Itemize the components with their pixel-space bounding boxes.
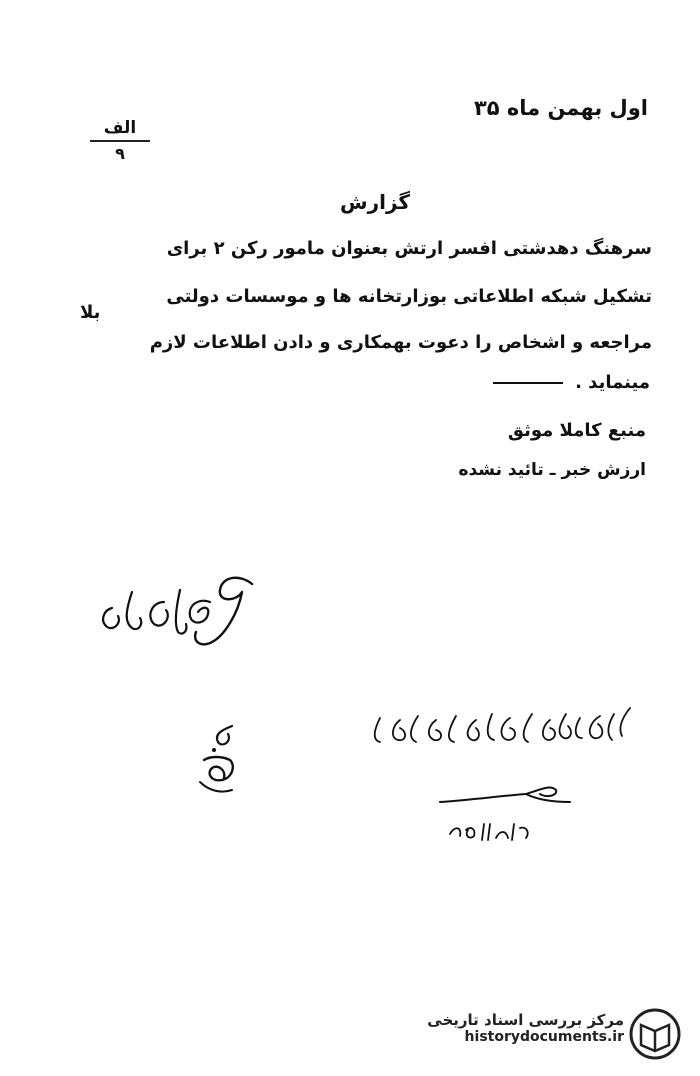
- archive-watermark: [386, 1005, 686, 1063]
- body-line-3: مراجعه و اشخاص را دعوت بهمکاری و دادن اطلاعات لازم: [149, 332, 652, 353]
- body-line-1: سرهنگ دهدشتی افسر ارتش بعنوان مامور رکن ۲ برای: [166, 238, 652, 259]
- handwritten-bottom-note: [360, 694, 640, 754]
- value-line: ارزش خبر ـ تائید نشده: [458, 460, 646, 480]
- reference-top: الف: [103, 118, 137, 138]
- book-logo-icon: [628, 1007, 682, 1061]
- reference-divider: [90, 140, 150, 142]
- watermark-en: historydocuments.ir: [464, 1029, 624, 1045]
- source-line: منبع کاملا موثق: [507, 420, 646, 441]
- watermark-text: [427, 1011, 624, 1045]
- handwritten-stamp-date: [430, 780, 580, 850]
- reference-number: [80, 118, 160, 163]
- handwritten-side-note: [192, 720, 252, 800]
- report-title: گزارش: [340, 190, 411, 214]
- body-line-4-text: مینماید .: [575, 372, 650, 393]
- body-line-4: [493, 372, 650, 393]
- document-date: اول بهمن ماه ۳۵: [473, 96, 648, 120]
- body-line-2: تشکیل شبکه اطلاعاتی بوزارتخانه ها و موسسات دولتی: [166, 286, 652, 307]
- reference-bottom: ۹: [115, 144, 125, 163]
- end-dash: [493, 382, 563, 384]
- margin-mark: بلا: [80, 302, 101, 323]
- watermark-fa: مرکز بررسی اسناد تاریخی: [427, 1011, 624, 1029]
- handwritten-investigation-note: [92, 562, 272, 658]
